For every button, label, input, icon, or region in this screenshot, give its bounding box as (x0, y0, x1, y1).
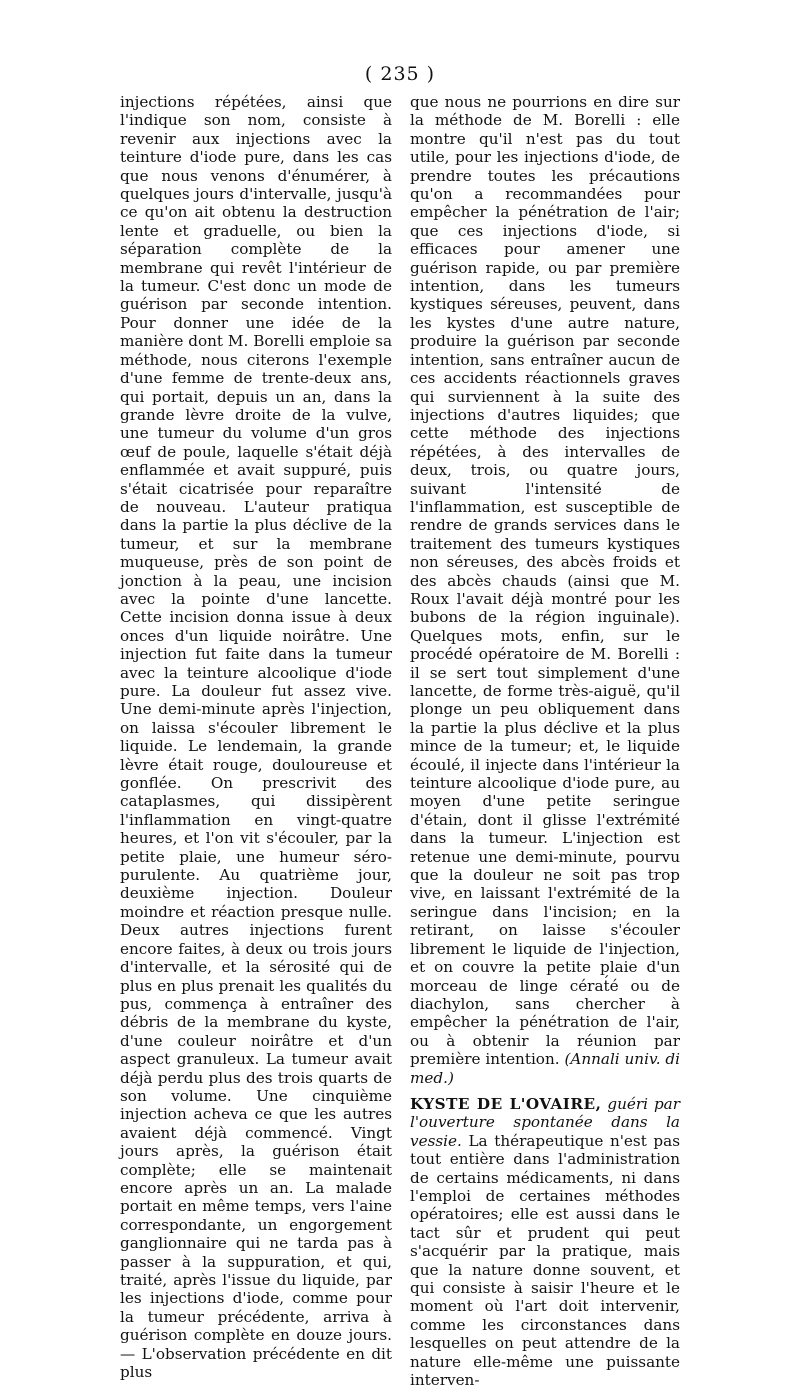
right-column (410, 93, 680, 1389)
section-subtitle: guéri par l'ouverture spontanée dans la vessie. (410, 1094, 680, 1150)
section-text: La thérapeutique n'est pas tout entière dans l'administration de certains médicaments, ni dans l'emploi de certaines méthodes opératoires; elle est aussi dans le tact sûr et prudent qui peut s'acquérir par la pratique, mais que la nature donne souvent, et qui consiste à saisir l'heure et le moment où l'art doit intervenir, comme les circonstances dans lesquelles on peut attendre de la nature elle-même une puissante interven- (410, 1131, 681, 1389)
left-column (120, 93, 392, 1381)
section-title: KYSTE DE L'OVAIRE, (410, 1094, 602, 1113)
section-heading (410, 1095, 680, 1389)
citation: (Annali univ. di med.) (410, 1050, 680, 1087)
right-column-text (410, 93, 680, 1087)
left-column-text: injections répétées, ainsi que l'indique son nom, consiste à revenir aux injections avec la teinture d'iode pure, dans les cas que nous venons d'énumérer, à quelques jours d'intervalle, jusqu'à ce qu'on ait obtenu la destruction lente et graduelle, ou bien la séparation complète de la membrane qui revêt l'intérieur de la tumeur. C'est donc un mode de guérison par seconde intention. Pour donner une idée de la manière dont M. Borelli emploie sa méthode, nous citerons l'exemple d'une femme de trente-deux ans, qui portait, depuis un an, dans la grande lèvre droite de la vulve, une tumeur du volume d'un gros œuf de poule, laquelle s'était déjà enflammée et avait suppuré, puis s'était cicatrisée pour reparaître de nouveau. L'auteur pratiqua dans la partie la plus déclive de la tumeur, et sur la membrane muqueuse, près de son point de jonction à la peau, une incision avec la pointe d'une lancette. Cette incision donna issue à deux onces d'un liquide noirâtre. Une injection fut faite dans la tumeur avec la teinture alcoolique d'iode pure. La douleur fut assez vive. Une demi-minute après l'injection, on laissa s'écouler librement le liquide. Le lendemain, la grande lèvre était rouge, douloureuse et gonflée. On prescrivit des cataplasmes, qui dissipèrent l'inflammation en vingt-quatre heures, et l'on vit s'écouler, par la petite plaie, une humeur séro-purulente. Au quatrième jour, deuxième injection. Douleur moindre et réaction presque nulle. Deux autres injections furent encore faites, à deux ou trois jours d'intervalle, et la sérosité qui de plus en plus prenait les qualités du pus, commença à entraîner des débris de la membrane du kyste, d'une couleur noirâtre et d'un aspect granuleux. La tumeur avait déjà perdu plus des trois quarts de son volume. Une cinquième injection acheva ce que les autres avaient déjà commencé. Vingt jours après, la guérison était complète; elle se maintenait encore après un an. La malade portait en même temps, vers l'aine correspondante, un engorgement ganglionnaire qui ne tarda pas à passer à la suppuration, et qui, traité, après l'issue du liquide, par les injections d'iode, comme pour la tumeur précédente, arriva à guérison complète en douze jours. — L'observation précédente en dit plus (120, 93, 392, 1382)
page-number: ( 235 ) (364, 63, 436, 85)
right-column-body: que nous ne pourrions en dire sur la méthode de M. Borelli : elle montre qu'il n'est pas du tout utile, pour les injections d'iode, de prendre toutes les précautions qu'on a recommandées pour empêcher la pénétration de l'air; que ces injections d'iode, si efficaces pour amener une guérison rapide, ou par première intention, dans les tumeurs kystiques séreuses, peuvent, dans les kystes d'une autre nature, produire la guérison par seconde intention, sans entraîner aucun de ces accidents réactionnels graves qui surviennent à la suite des injections d'autres liquides; que cette méthode des injections répétées, à des intervalles de deux, trois, ou quatre jours, suivant l'intensité de l'inflammation, est susceptible de rendre de grands services dans le traitement des tumeurs kystiques non séreuses, des abcès froids et des abcès chauds (ainsi que M. Roux l'avait déjà montré pour les bubons de la région inguinale). Quelques mots, enfin, sur le procédé opératoire de M. Borelli : il se sert tout simplement d'une lancette, de forme très-aiguë, qu'il plonge un peu obliquement dans la partie la plus déclive et la plus mince de la tumeur; et, le liquide écoulé, il injecte dans l'intérieur la teinture alcoolique d'iode pure, au moyen d'une petite seringue d'étain, dont il glisse l'extrémité dans la tumeur. L'injection est retenue une demi-minute, pourvu que la douleur ne soit pas trop vive, en laissant l'extrémité de la seringue dans l'incision; en la retirant, on laisse s'écouler librement le liquide de l'injection, et on couvre la petite plaie d'un morceau de linge cérat́é ou de diachylon, sans chercher à empêcher la pénétration de l'air, ou à obtenir la réunion par première intention. (410, 93, 680, 1069)
